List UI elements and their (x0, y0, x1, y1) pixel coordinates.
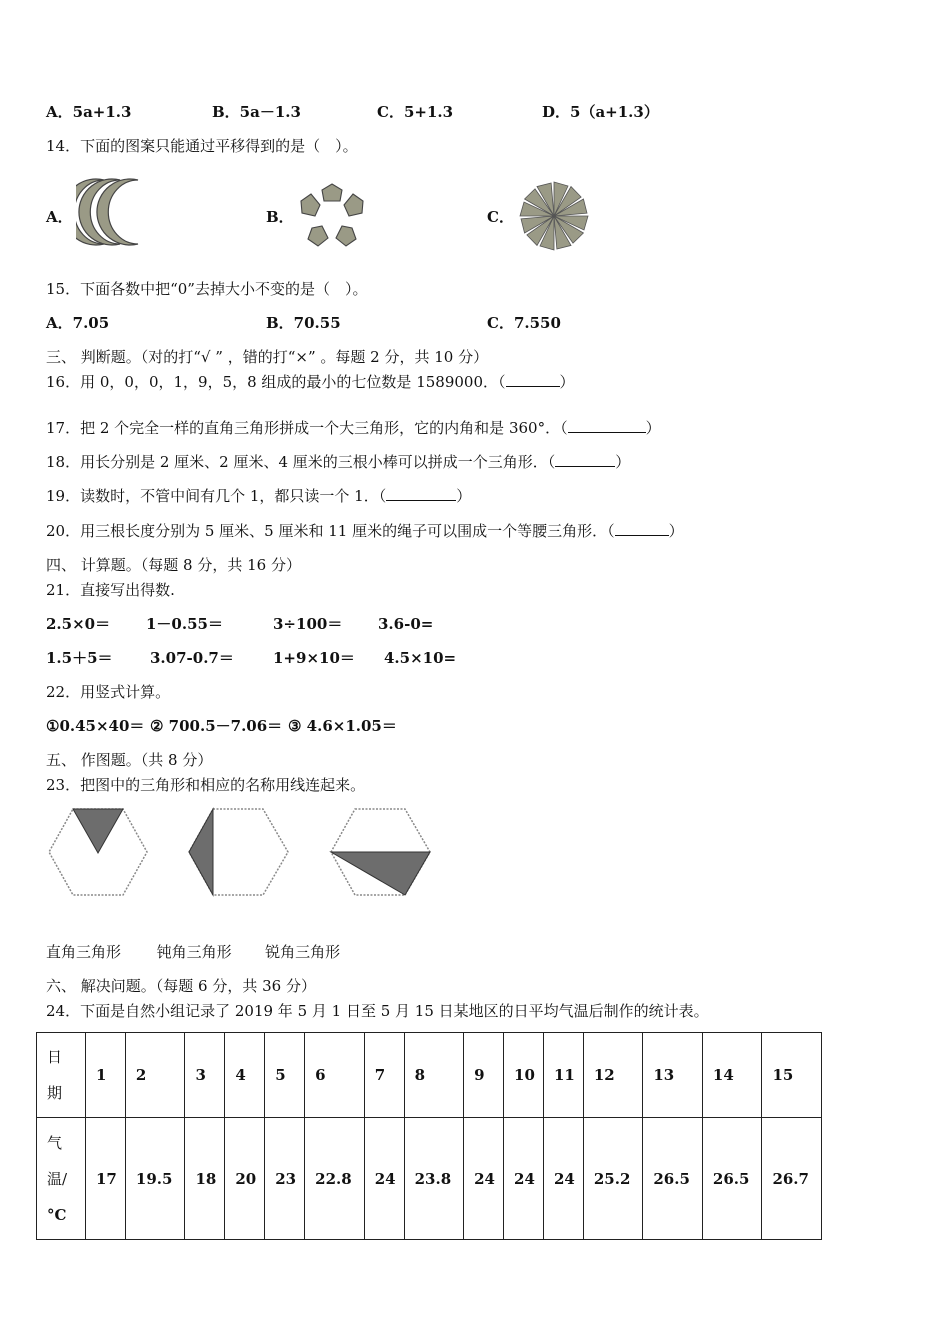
table-cell: 1 (86, 1033, 126, 1118)
table-cell: 18 (185, 1118, 225, 1240)
table-cell: 20 (225, 1118, 265, 1240)
q13-option-c: C．5+1.3 (377, 103, 454, 121)
q24-stem: 24．下面是自然小组记录了 2019 年 5 月 1 日至 5 月 15 日某地区的日平均气温后制作的统计表。 (46, 1002, 709, 1020)
table-cell: 25.2 (583, 1118, 643, 1240)
q23-names (46, 942, 340, 962)
table-cell: 14 (702, 1033, 762, 1118)
q14-figure-c-pinwheel (516, 180, 592, 252)
table-cell: 19.5 (125, 1118, 185, 1240)
q20-stem: 20．用三根长度分别为 5 厘米、5 厘米和 11 厘米的绳子可以围成一个等腰三角形．（ (46, 522, 615, 540)
section-5-title: 五、 作图题。（共 8 分） (46, 751, 213, 769)
q23-hexagon-3 (328, 806, 434, 898)
temp-header: 气 温/ °C (37, 1118, 86, 1240)
q16-answer-blank[interactable] (506, 372, 560, 387)
q21-r2-item-4: 4.5×10= (384, 649, 457, 667)
q19 (46, 486, 471, 506)
section-3-title: 三、 判断题。（对的打“√ ” ，错的打“×” 。每题 2 分，共 10 分） (46, 348, 489, 366)
temperature-table (36, 1032, 822, 1240)
table-cell: 10 (504, 1033, 544, 1118)
q21-r2-item-3: 1+9×10＝ (273, 649, 355, 667)
table-cell: 23.8 (404, 1118, 464, 1240)
q18-stem: 18．用长分别是 2 厘米、2 厘米、4 厘米的三根小棒可以拼成一个三角形．（ (46, 453, 556, 471)
table-cell: 2 (125, 1033, 185, 1118)
q22-item-2: ② 700.5－7.06＝ (150, 717, 283, 735)
section-4-title: 四、 计算题。（每题 8 分，共 16 分） (46, 556, 301, 574)
q13-option-a: A．5a+1.3 (46, 103, 132, 121)
q14-label-b: B． (266, 208, 294, 226)
table-cell: 26.7 (762, 1118, 822, 1240)
table-cell: 3 (185, 1033, 225, 1118)
table-cell: 22.8 (305, 1118, 365, 1240)
table-cell: 7 (364, 1033, 404, 1118)
q22-item-3: ③ 4.6×1.05＝ (288, 717, 397, 735)
table-cell: 11 (543, 1033, 583, 1118)
q15-option-b: B．70.55 (266, 314, 341, 332)
q14-figure-a-moons (76, 178, 158, 248)
q21-r1-item-2: 1－0.55＝ (146, 615, 223, 633)
table-cell: 23 (265, 1118, 305, 1240)
date-header: 日 期 (37, 1033, 86, 1118)
q20 (46, 521, 684, 541)
q21-r1-item-3: 3÷100＝ (273, 615, 343, 633)
q17 (46, 418, 661, 438)
q18 (46, 452, 630, 472)
q19-close: ） (456, 487, 472, 505)
q23-name-obtuse-triangle[interactable]: 钝角三角形 (156, 943, 232, 961)
q16-close: ） (559, 373, 575, 391)
q16 (46, 372, 575, 392)
q21-r1-item-1: 2.5×0＝ (46, 615, 111, 633)
q22-item-1: ①0.45×40＝ (46, 717, 145, 735)
q14-label-c: C． (487, 208, 514, 226)
q22-stem: 22．用竖式计算。 (46, 683, 171, 701)
q15-stem: 15．下面各数中把“0”去掉大小不变的是（ ）。 (46, 280, 368, 298)
table-cell: 24 (464, 1118, 504, 1240)
q15-option-c: C．7.550 (487, 314, 561, 332)
q14-label-a: A． (46, 208, 73, 226)
section-6-title: 六、 解决问题。（每题 6 分，共 36 分） (46, 977, 316, 995)
q23-hexagon-1 (46, 806, 150, 898)
table-cell: 4 (225, 1033, 265, 1118)
table-cell: 24 (543, 1118, 583, 1240)
q13-option-b: B．5a－1.3 (212, 103, 301, 121)
table-cell: 24 (364, 1118, 404, 1240)
table-cell: 24 (504, 1118, 544, 1240)
q21-r1-item-4: 3.6-0= (378, 615, 434, 633)
q14-figure-b-pentagons (296, 180, 368, 250)
q23-name-acute-triangle[interactable]: 锐角三角形 (265, 943, 341, 961)
q21-r2-item-2: 3.07-0.7＝ (150, 649, 234, 667)
q19-answer-blank[interactable] (386, 486, 456, 501)
table-cell: 17 (86, 1118, 126, 1240)
table-cell: 26.5 (643, 1118, 703, 1240)
q21-r2-item-1: 1.5＋5＝ (46, 649, 113, 667)
table-cell: 13 (643, 1033, 703, 1118)
q15-option-a: A．7.05 (46, 314, 110, 332)
q17-answer-blank[interactable] (568, 418, 646, 433)
q18-answer-blank[interactable] (555, 452, 615, 467)
q23-hexagon-2 (186, 806, 292, 898)
q17-stem: 17．把 2 个完全一样的直角三角形拼成一个大三角形，它的内角和是 360°．（ (46, 419, 568, 437)
table-row-dates (37, 1033, 822, 1118)
table-row-temps (37, 1118, 822, 1240)
q20-answer-blank[interactable] (615, 521, 669, 536)
q23-stem: 23．把图中的三角形和相应的名称用线连起来。 (46, 776, 366, 794)
table-cell: 9 (464, 1033, 504, 1118)
q17-close: ） (645, 419, 661, 437)
table-cell: 6 (305, 1033, 365, 1118)
table-cell: 5 (265, 1033, 305, 1118)
q20-close: ） (668, 522, 684, 540)
table-cell: 26.5 (702, 1118, 762, 1240)
table-cell: 12 (583, 1033, 643, 1118)
q19-stem: 19．读数时，不管中间有几个 1，都只读一个 1．（ (46, 487, 387, 505)
q16-stem: 16．用 0，0，0，1，9，5，8 组成的最小的七位数是 1589000．（ (46, 373, 506, 391)
q21-stem: 21．直接写出得数. (46, 581, 175, 599)
q14-stem: 14．下面的图案只能通过平移得到的是（ ）。 (46, 137, 358, 155)
table-cell: 15 (762, 1033, 822, 1118)
q23-name-right-triangle[interactable]: 直角三角形 (46, 943, 122, 961)
q13-option-d: D．5（a+1.3） (542, 103, 659, 121)
q18-close: ） (615, 453, 631, 471)
table-cell: 8 (404, 1033, 464, 1118)
